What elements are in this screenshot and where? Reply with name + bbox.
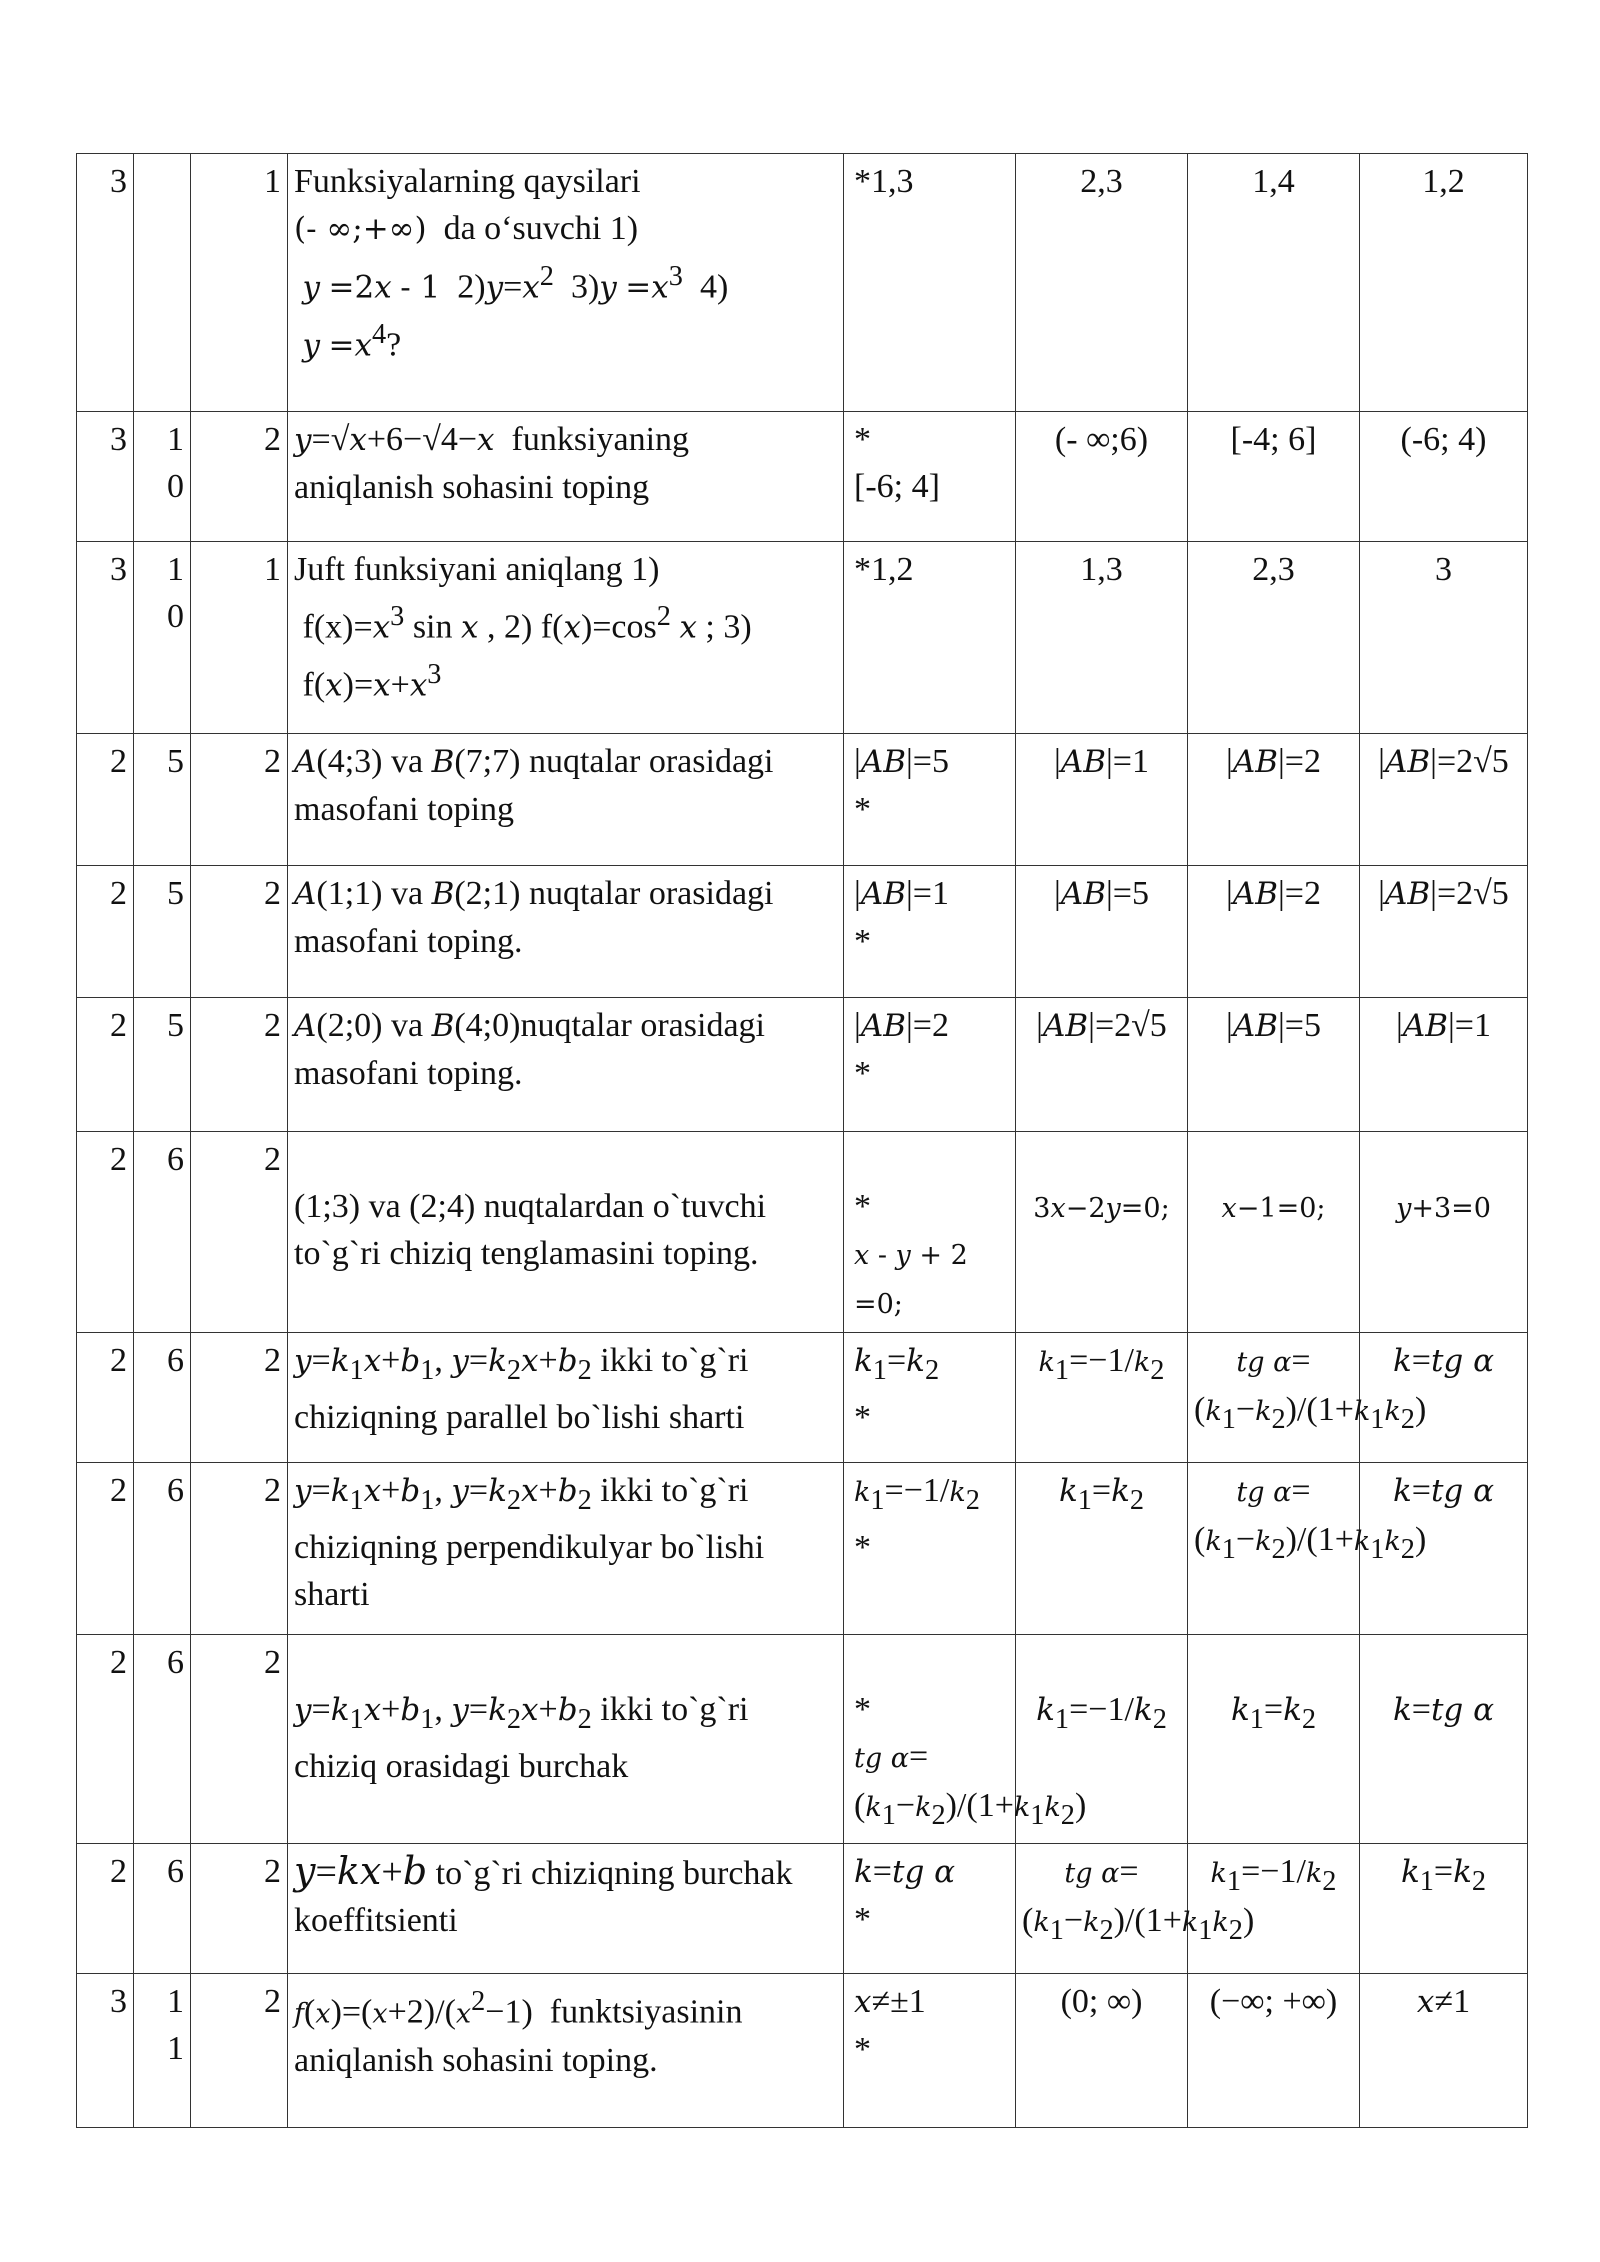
question-cell: A(2;0) va B(4;0)nuqtalar orasidagi masofani toping. — [288, 998, 844, 1132]
answer-option-2-cell: 3x−2y=0; — [1016, 1132, 1188, 1333]
answer-option-4-cell: x≠1 — [1360, 1973, 1528, 2127]
answer-correct-cell: *1,2 — [844, 542, 1016, 734]
answer-option-3-cell: 2,3 — [1188, 542, 1360, 734]
answer-correct-cell: $k_1=k_2$ * — [844, 1333, 1016, 1463]
answer-option-2-cell: |AB|=1 — [1016, 734, 1188, 866]
question-cell: A(1;1) va B(2;1) nuqtalar orasidagi masofani toping. — [288, 866, 844, 998]
answer-correct-cell: $k_1=-1/k_2$ * — [844, 1463, 1016, 1635]
answer-option-2-cell: $k_1=-1/k_2$ — [1016, 1635, 1188, 1844]
answer-option-3-cell: (−∞; +∞) — [1188, 1973, 1360, 2127]
answer-option-3-cell: tg $\alpha=(k_1-k_2)/(1+k_1k_2)$ — [1188, 1463, 1360, 1635]
answer-option-3-cell: |AB|=2 — [1188, 734, 1360, 866]
answer-option-2-cell: |AB|=5 — [1016, 866, 1188, 998]
answer-option-3-cell: $k_1=-1/k_2$ — [1188, 1843, 1360, 1973]
level-cell: 2 — [77, 1463, 134, 1635]
table-row — [77, 866, 1528, 998]
difficulty-cell: 2 — [191, 1333, 288, 1463]
answer-correct-cell: * tg $\alpha=(k_1-k_2)/(1+k_1k_2)$ — [844, 1635, 1016, 1844]
topic-cell: 6 — [134, 1132, 191, 1333]
answer-correct-cell: * x - y + 2 =0; — [844, 1132, 1016, 1333]
level-cell: 3 — [77, 542, 134, 734]
difficulty-cell: 2 — [191, 1132, 288, 1333]
level-cell: 2 — [77, 866, 134, 998]
table-row — [77, 412, 1528, 542]
questions-table — [76, 153, 1528, 2128]
answer-option-3-cell: |AB|=2 — [1188, 866, 1360, 998]
question-cell: (1;3) va (2;4) nuqtalardan o`tuvchi to`g`ri chiziq tenglamasini toping. — [288, 1132, 844, 1333]
topic-cell: 11 — [134, 1973, 191, 2127]
level-cell: 3 — [77, 154, 134, 412]
answer-option-4-cell: $k_1=k_2$ — [1360, 1843, 1528, 1973]
answer-option-4-cell: y+3=0 — [1360, 1132, 1528, 1333]
table-row — [77, 1973, 1528, 2127]
topic-cell: 6 — [134, 1635, 191, 1844]
answer-option-2-cell: $k_1=k_2$ — [1016, 1463, 1188, 1635]
question-cell: $y=k_1x+b_1$, $y=k_2x+b_2$ ikki to`g`ri chiziqning parallel bo`lishi sharti — [288, 1333, 844, 1463]
level-cell: 2 — [77, 1843, 134, 1973]
answer-correct-cell: k=tg α * — [844, 1843, 1016, 1973]
table-row — [77, 154, 1528, 412]
answer-correct-cell: *1,3 — [844, 154, 1016, 412]
difficulty-cell: 2 — [191, 998, 288, 1132]
answer-correct-cell: x≠±1 * — [844, 1973, 1016, 2127]
answer-correct-cell: |AB|=5 * — [844, 734, 1016, 866]
table-row — [77, 998, 1528, 1132]
table-row — [77, 1132, 1528, 1333]
answer-option-2-cell: (- ∞;6) — [1016, 412, 1188, 542]
answer-option-2-cell: 1,3 — [1016, 542, 1188, 734]
answer-option-4-cell: 3 — [1360, 542, 1528, 734]
answer-option-2-cell: |AB|=2√5 — [1016, 998, 1188, 1132]
answer-option-3-cell: x−1=0; — [1188, 1132, 1360, 1333]
answer-correct-cell: * [-6; 4] — [844, 412, 1016, 542]
question-cell: $f(x)=(x+2)/(x^2-1)$ funktsiyasinin aniqlanish sohasini toping. — [288, 1973, 844, 2127]
question-cell: Funksiyalarning qaysilari (- ∞;+∞) da o‘suvchi 1) y =2x - 1 $2)y=x^2$ $3)y =x^3$ 4) $y =x^4$? — [288, 154, 844, 412]
answer-option-4-cell: 1,2 — [1360, 154, 1528, 412]
topic-cell: 5 — [134, 866, 191, 998]
table-row — [77, 542, 1528, 734]
level-cell: 2 — [77, 1635, 134, 1844]
answer-correct-cell: |AB|=1 * — [844, 866, 1016, 998]
difficulty-cell: 1 — [191, 542, 288, 734]
table-row — [77, 734, 1528, 866]
question-cell: y=√x+6−√4−x funksiyaning aniqlanish sohasini toping — [288, 412, 844, 542]
question-cell: Juft funksiyani aniqlang 1) $f(x)=x^3$ sin x , 2) $f(x)=\cos^2$ x ; 3) $f(x)=x+x^3$ — [288, 542, 844, 734]
difficulty-cell: 1 — [191, 154, 288, 412]
answer-option-2-cell: tg $\alpha=(k_1-k_2)/(1+k_1k_2)$ — [1016, 1843, 1188, 1973]
level-cell: 2 — [77, 998, 134, 1132]
topic-cell: 5 — [134, 998, 191, 1132]
answer-option-2-cell: (0; ∞) — [1016, 1973, 1188, 2127]
answer-option-3-cell: |AB|=5 — [1188, 998, 1360, 1132]
answer-option-4-cell: k=tg α — [1360, 1463, 1528, 1635]
table-row — [77, 1635, 1528, 1844]
table-row — [77, 1333, 1528, 1463]
difficulty-cell: 2 — [191, 1463, 288, 1635]
answer-option-3-cell: tg $\alpha=(k_1-k_2)/(1+k_1k_2)$ — [1188, 1333, 1360, 1463]
topic-cell: 10 — [134, 542, 191, 734]
topic-cell: 10 — [134, 412, 191, 542]
topic-cell — [134, 154, 191, 412]
answer-option-4-cell: |AB|=1 — [1360, 998, 1528, 1132]
difficulty-cell: 2 — [191, 1843, 288, 1973]
question-cell: $y=k_1x+b_1$, $y=k_2x+b_2$ ikki to`g`ri chiziqning perpendikulyar bo`lishi sharti — [288, 1463, 844, 1635]
table-row — [77, 1843, 1528, 1973]
level-cell: 3 — [77, 412, 134, 542]
level-cell: 3 — [77, 1973, 134, 2127]
answer-option-4-cell: (-6; 4) — [1360, 412, 1528, 542]
level-cell: 2 — [77, 1132, 134, 1333]
answer-option-3-cell: [-4; 6] — [1188, 412, 1360, 542]
answer-option-2-cell: 2,3 — [1016, 154, 1188, 412]
level-cell: 2 — [77, 734, 134, 866]
difficulty-cell: 2 — [191, 1973, 288, 2127]
topic-cell: 6 — [134, 1843, 191, 1973]
answer-option-3-cell: 1,4 — [1188, 154, 1360, 412]
table-row — [77, 1463, 1528, 1635]
topic-cell: 6 — [134, 1333, 191, 1463]
questions-body — [77, 154, 1528, 2128]
answer-option-4-cell: |AB|=2√5 — [1360, 866, 1528, 998]
answer-option-4-cell: |AB|=2√5 — [1360, 734, 1528, 866]
question-cell: y=kx+b to`g`ri chiziqning burchak koeffitsienti — [288, 1843, 844, 1973]
answer-option-3-cell: $k_1=k_2$ — [1188, 1635, 1360, 1844]
difficulty-cell: 2 — [191, 1635, 288, 1844]
difficulty-cell: 2 — [191, 412, 288, 542]
topic-cell: 5 — [134, 734, 191, 866]
answer-option-4-cell: k=tg α — [1360, 1333, 1528, 1463]
difficulty-cell: 2 — [191, 734, 288, 866]
level-cell: 2 — [77, 1333, 134, 1463]
question-cell: $y=k_1x+b_1$, $y=k_2x+b_2$ ikki to`g`ri chiziq orasidagi burchak — [288, 1635, 844, 1844]
answer-correct-cell: |AB|=2 * — [844, 998, 1016, 1132]
question-cell: A(4;3) va B(7;7) nuqtalar orasidagi masofani toping — [288, 734, 844, 866]
answer-option-2-cell: $k_1=-1/k_2$ — [1016, 1333, 1188, 1463]
topic-cell: 6 — [134, 1463, 191, 1635]
difficulty-cell: 2 — [191, 866, 288, 998]
answer-option-4-cell: k=tg α — [1360, 1635, 1528, 1844]
